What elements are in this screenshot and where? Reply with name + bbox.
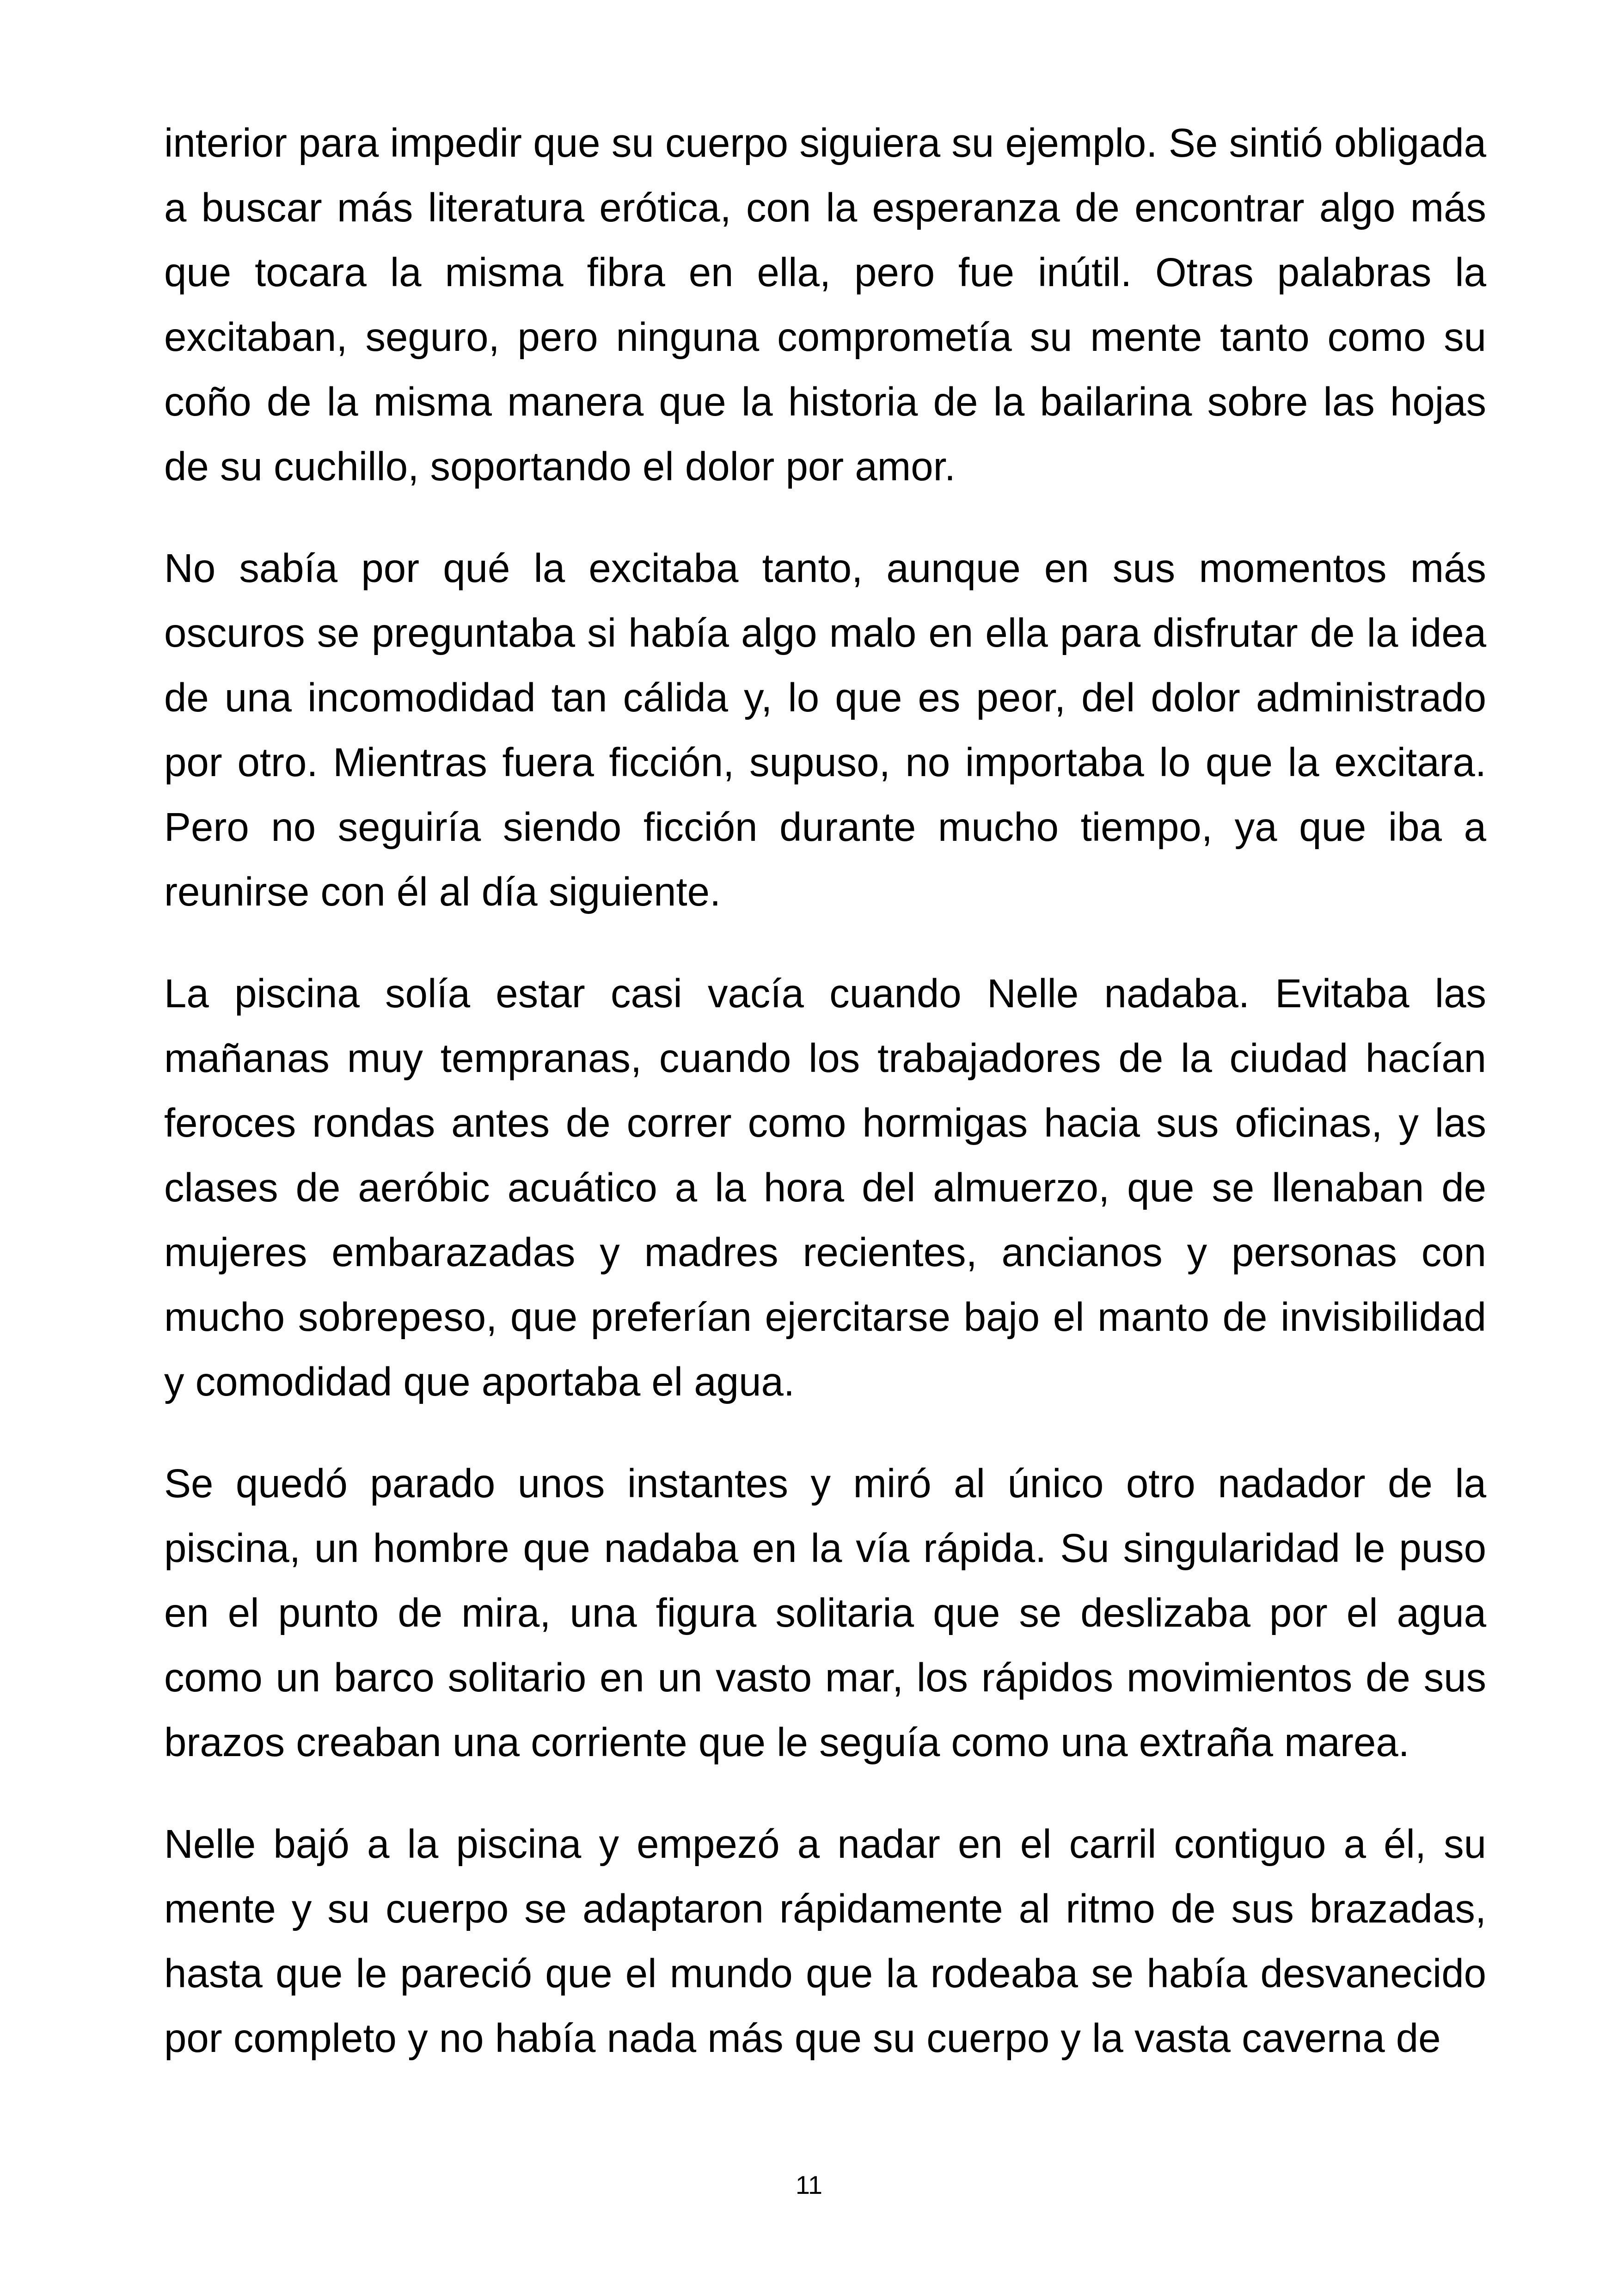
paragraph: Se quedó parado unos instantes y miró al único otro nadador de la piscina, un hombre que nadaba en la vía rápida. Su singularidad le puso en el punto de mira, una figura solitaria que se deslizaba por el agua como un barco solitario en un vasto mar, los rápidos movimientos de sus brazos creaban una corriente que le seguía como una extraña marea. — [164, 1461, 1486, 1765]
paragraph: No sabía por qué la excitaba tanto, aunque en sus momentos más oscuros se preguntaba si había algo malo en ella para disfrutar de la idea de una incomodidad tan cálida y, lo que es peor, del dolor administrado por otro. Mientras fuera ficción, supuso, no importaba lo que la excitara. Pero no seguiría siendo ficción durante mucho tiempo, ya que iba a reunirse con él al día siguiente. — [164, 546, 1486, 914]
paragraph: interior para impedir que su cuerpo siguiera su ejemplo. Se sintió obligada a buscar más literatura erótica, con la esperanza de encontrar algo más que tocara la misma fibra en ella, pero fue inútil. Otras palabras la excitaban, seguro, pero ninguna comprometía su mente tanto como su coño de la misma manera que la historia de la bailarina sobre las hojas de su cuchillo, soportando el dolor por amor. — [164, 121, 1486, 489]
page-number: 11 — [795, 2170, 823, 2199]
paragraph: La piscina solía estar casi vacía cuando Nelle nadaba. Evitaba las mañanas muy tempranas, cuando los trabajadores de la ciudad hacían feroces rondas antes de correr como hormigas hacia sus oficinas, y las clases de aeróbic acuático a la hora del almuerzo, que se llenaban de mujeres embarazadas y madres recientes, ancianos y personas con mucho sobrepeso, que preferían ejercitarse bajo el manto de invisibilidad y comodidad que aportaba el agua. — [164, 971, 1486, 1404]
body-text — [164, 111, 1486, 2108]
paragraph: Nelle bajó a la piscina y empezó a nadar en el carril contiguo a él, su mente y su cuerpo se adaptaron rápidamente al ritmo de sus brazadas, hasta que le pareció que el mundo que la rodeaba se había desvanecido por completo y no había nada más que su cuerpo y la vasta caverna de — [164, 1822, 1486, 2061]
